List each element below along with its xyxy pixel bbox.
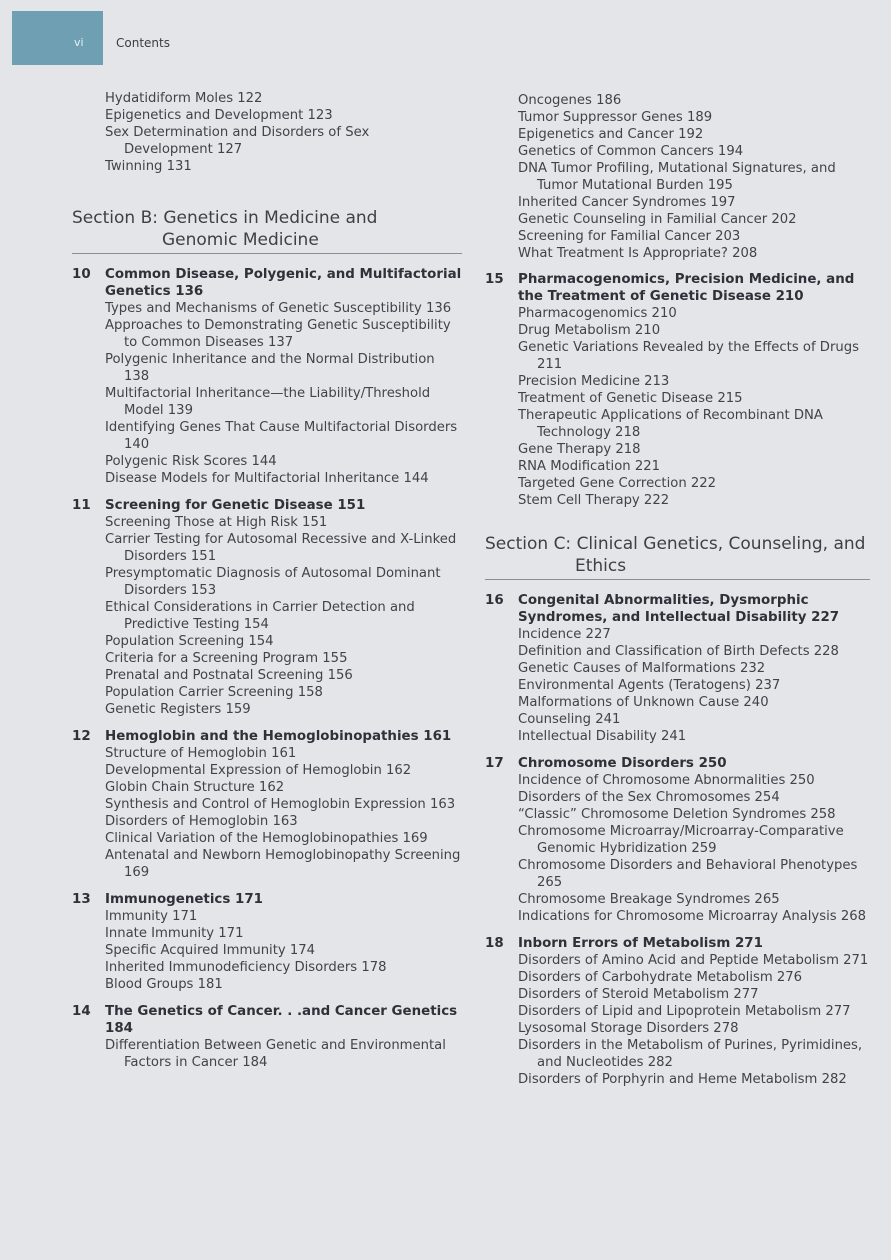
toc-entry: DNA Tumor Profiling, Mutational Signatures, and Tumor Mutational Burden 195 [518, 161, 836, 193]
chapter-number: 11 [72, 498, 91, 513]
toc-entry: Counseling 241 [518, 712, 621, 727]
toc-entry: Drug Metabolism 210 [518, 323, 661, 338]
chapter-title: Immunogenetics 171 [105, 892, 263, 907]
toc-entry: Genetic Variations Revealed by the Effects of Drugs 211 [518, 340, 859, 372]
toc-entry: Disorders of Carbohydrate Metabolism 276 [518, 970, 803, 985]
chapter-entries [105, 514, 462, 718]
toc-entry: Globin Chain Structure 162 [105, 780, 285, 795]
toc-entry: Disorders of Lipid and Lipoprotein Metabolism 277 [518, 1004, 851, 1019]
toc-entry: Intellectual Disability 241 [518, 729, 687, 744]
toc-entry: Disease Models for Multifactorial Inheritance 144 [105, 471, 429, 486]
chapter-15 [485, 271, 870, 509]
toc-entry: Antenatal and Newborn Hemoglobinopathy Screening 169 [105, 848, 461, 880]
chapter-title: Common Disease, Polygenic, and Multifactorial Genetics 136 [105, 267, 462, 299]
toc-entry: Therapeutic Applications of Recombinant DNA Technology 218 [518, 408, 823, 440]
toc-entry: Incidence 227 [518, 627, 611, 642]
toc-entry: Disorders of the Sex Chromosomes 254 [518, 790, 780, 805]
chapter-16 [485, 592, 870, 745]
toc-entry: Presymptomatic Diagnosis of Autosomal Dominant Disorders 153 [105, 566, 441, 598]
toc-entry: Twinning 131 [105, 159, 192, 174]
toc-entry: Lysosomal Storage Disorders 278 [518, 1021, 739, 1036]
toc-entry: Synthesis and Control of Hemoglobin Expression 163 [105, 797, 456, 812]
chapter-entries [105, 745, 462, 881]
toc-entry: Sex Determination and Disorders of Sex Development 127 [105, 125, 370, 157]
section-c-line2: Ethics [575, 556, 627, 576]
toc-entry: Screening for Familial Cancer 203 [518, 229, 741, 244]
chapter-number: 10 [72, 267, 91, 282]
toc-entry: Multifactorial Inheritance—the Liability/Threshold Model 139 [105, 386, 431, 418]
section-b-heading [72, 207, 462, 254]
chapter-number: 15 [485, 272, 504, 287]
chapter-title: Pharmacogenomics, Precision Medicine, and the Treatment of Genetic Disease 210 [518, 272, 855, 304]
chapter-number: 12 [72, 729, 91, 744]
toc-entry: Disorders of Steroid Metabolism 277 [518, 987, 759, 1002]
right-chapters-pre [485, 271, 870, 509]
toc-entry: Incidence of Chromosome Abnormalities 250 [518, 773, 815, 788]
chapter-17 [485, 755, 870, 925]
toc-entry: Criteria for a Screening Program 155 [105, 651, 348, 666]
chapter-entries [105, 1037, 462, 1071]
toc-entry: Disorders of Hemoglobin 163 [105, 814, 298, 829]
toc-entry: Treatment of Genetic Disease 215 [518, 391, 743, 406]
chapter-entries [518, 772, 870, 925]
toc-entry: Precision Medicine 213 [518, 374, 670, 389]
chapter-12 [72, 728, 462, 881]
continued-entries [105, 90, 462, 175]
toc-entry: Screening Those at High Risk 151 [105, 515, 328, 530]
toc-entry: Developmental Expression of Hemoglobin 162 [105, 763, 412, 778]
right-chapters [485, 592, 870, 1088]
toc-entry: Disorders in the Metabolism of Purines, Pyrimidines, and Nucleotides 282 [518, 1038, 863, 1070]
toc-entry: Indications for Chromosome Microarray Analysis 268 [518, 909, 866, 924]
toc-entry: Structure of Hemoglobin 161 [105, 746, 297, 761]
toc-entry: Hydatidiform Moles 122 [105, 91, 263, 106]
toc-entry: Disorders of Amino Acid and Peptide Metabolism 271 [518, 953, 869, 968]
running-head: Contents [116, 36, 170, 50]
chapter-18 [485, 935, 870, 1088]
toc-entry: RNA Modification 221 [518, 459, 660, 474]
toc-entry: Immunity 171 [105, 909, 198, 924]
toc-entry: Blood Groups 181 [105, 977, 223, 992]
toc-entry: Inherited Immunodeficiency Disorders 178 [105, 960, 387, 975]
chapter-title: Congenital Abnormalities, Dysmorphic Syndromes, and Intellectual Disability 227 [518, 593, 840, 625]
chapter-title: The Genetics of Cancer. . .and Cancer Genetics 184 [105, 1004, 458, 1036]
toc-entry: Epigenetics and Cancer 192 [518, 127, 704, 142]
chapter-title: Chromosome Disorders 250 [518, 756, 727, 771]
left-chapters [72, 266, 462, 1071]
toc-entry: Targeted Gene Correction 222 [518, 476, 717, 491]
chapter-title: Hemoglobin and the Hemoglobinopathies 161 [105, 729, 452, 744]
toc-entry: Innate Immunity 171 [105, 926, 244, 941]
toc-entry: Genetics of Common Cancers 194 [518, 144, 744, 159]
toc-entry: Chromosome Breakage Syndromes 265 [518, 892, 780, 907]
toc-entry: Pharmacogenomics 210 [518, 306, 677, 321]
chapter-number: 18 [485, 936, 504, 951]
toc-entry: Clinical Variation of the Hemoglobinopathies 169 [105, 831, 428, 846]
toc-entry: Chromosome Microarray/Microarray-Comparative Genomic Hybridization 259 [518, 824, 844, 856]
chapter-number: 16 [485, 593, 504, 608]
chapter-entries [105, 300, 462, 487]
toc-entry: Genetic Registers 159 [105, 702, 251, 717]
continued-entries [518, 92, 870, 262]
left-column [72, 90, 462, 1081]
chapter-number: 17 [485, 756, 504, 771]
chapter-title: Screening for Genetic Disease 151 [105, 498, 366, 513]
toc-entry: What Treatment Is Appropriate? 208 [518, 246, 758, 261]
toc-entry: Gene Therapy 218 [518, 442, 641, 457]
chapter-10 [72, 266, 462, 487]
toc-entry: Genetic Counseling in Familial Cancer 202 [518, 212, 797, 227]
section-b-line1: Section B: Genetics in Medicine and [72, 208, 378, 228]
page-number: vi [74, 36, 84, 49]
toc-entry: Malformations of Unknown Cause 240 [518, 695, 769, 710]
toc-entry: Types and Mechanisms of Genetic Susceptibility 136 [105, 301, 452, 316]
chapter-number: 14 [72, 1004, 91, 1019]
toc-entry: Polygenic Inheritance and the Normal Distribution 138 [105, 352, 435, 384]
chapter-entries [518, 952, 870, 1088]
section-b-line2: Genomic Medicine [162, 230, 319, 250]
toc-entry: Ethical Considerations in Carrier Detection and Predictive Testing 154 [105, 600, 415, 632]
chapter-13 [72, 891, 462, 993]
toc-entry: Environmental Agents (Teratogens) 237 [518, 678, 781, 693]
toc-entry: Definition and Classification of Birth Defects 228 [518, 644, 839, 659]
chapter-14 [72, 1003, 462, 1071]
toc-entry: Disorders of Porphyrin and Heme Metabolism 282 [518, 1072, 847, 1087]
chapter-entries [105, 908, 462, 993]
toc-entry: Inherited Cancer Syndromes 197 [518, 195, 736, 210]
toc-entry: Chromosome Disorders and Behavioral Phenotypes 265 [518, 858, 858, 890]
chapter-entries [518, 305, 870, 509]
toc-entry: Prenatal and Postnatal Screening 156 [105, 668, 353, 683]
toc-entry: Oncogenes 186 [518, 93, 622, 108]
toc-entry: Stem Cell Therapy 222 [518, 493, 670, 508]
chapter-number: 13 [72, 892, 91, 907]
chapter-11 [72, 497, 462, 718]
toc-entry: Approaches to Demonstrating Genetic Susceptibility to Common Diseases 137 [105, 318, 451, 350]
toc-entry: Genetic Causes of Malformations 232 [518, 661, 766, 676]
toc-entry: Population Carrier Screening 158 [105, 685, 323, 700]
toc-entry: Tumor Suppressor Genes 189 [518, 110, 713, 125]
page-tab [12, 11, 103, 65]
toc-entry: Polygenic Risk Scores 144 [105, 454, 277, 469]
section-c-heading [485, 533, 870, 580]
toc-entry: Carrier Testing for Autosomal Recessive and X-Linked Disorders 151 [105, 532, 457, 564]
right-column [485, 92, 870, 1098]
chapter-entries [518, 626, 870, 745]
chapter-title: Inborn Errors of Metabolism 271 [518, 936, 763, 951]
toc-entry: Specific Acquired Immunity 174 [105, 943, 316, 958]
toc-entry: “Classic” Chromosome Deletion Syndromes 258 [518, 807, 836, 822]
toc-entry: Epigenetics and Development 123 [105, 108, 333, 123]
toc-entry: Identifying Genes That Cause Multifactorial Disorders 140 [105, 420, 458, 452]
toc-entry: Population Screening 154 [105, 634, 274, 649]
section-c-line1: Section C: Clinical Genetics, Counseling, and [485, 534, 866, 554]
toc-entry: Differentiation Between Genetic and Environmental Factors in Cancer 184 [105, 1038, 446, 1070]
